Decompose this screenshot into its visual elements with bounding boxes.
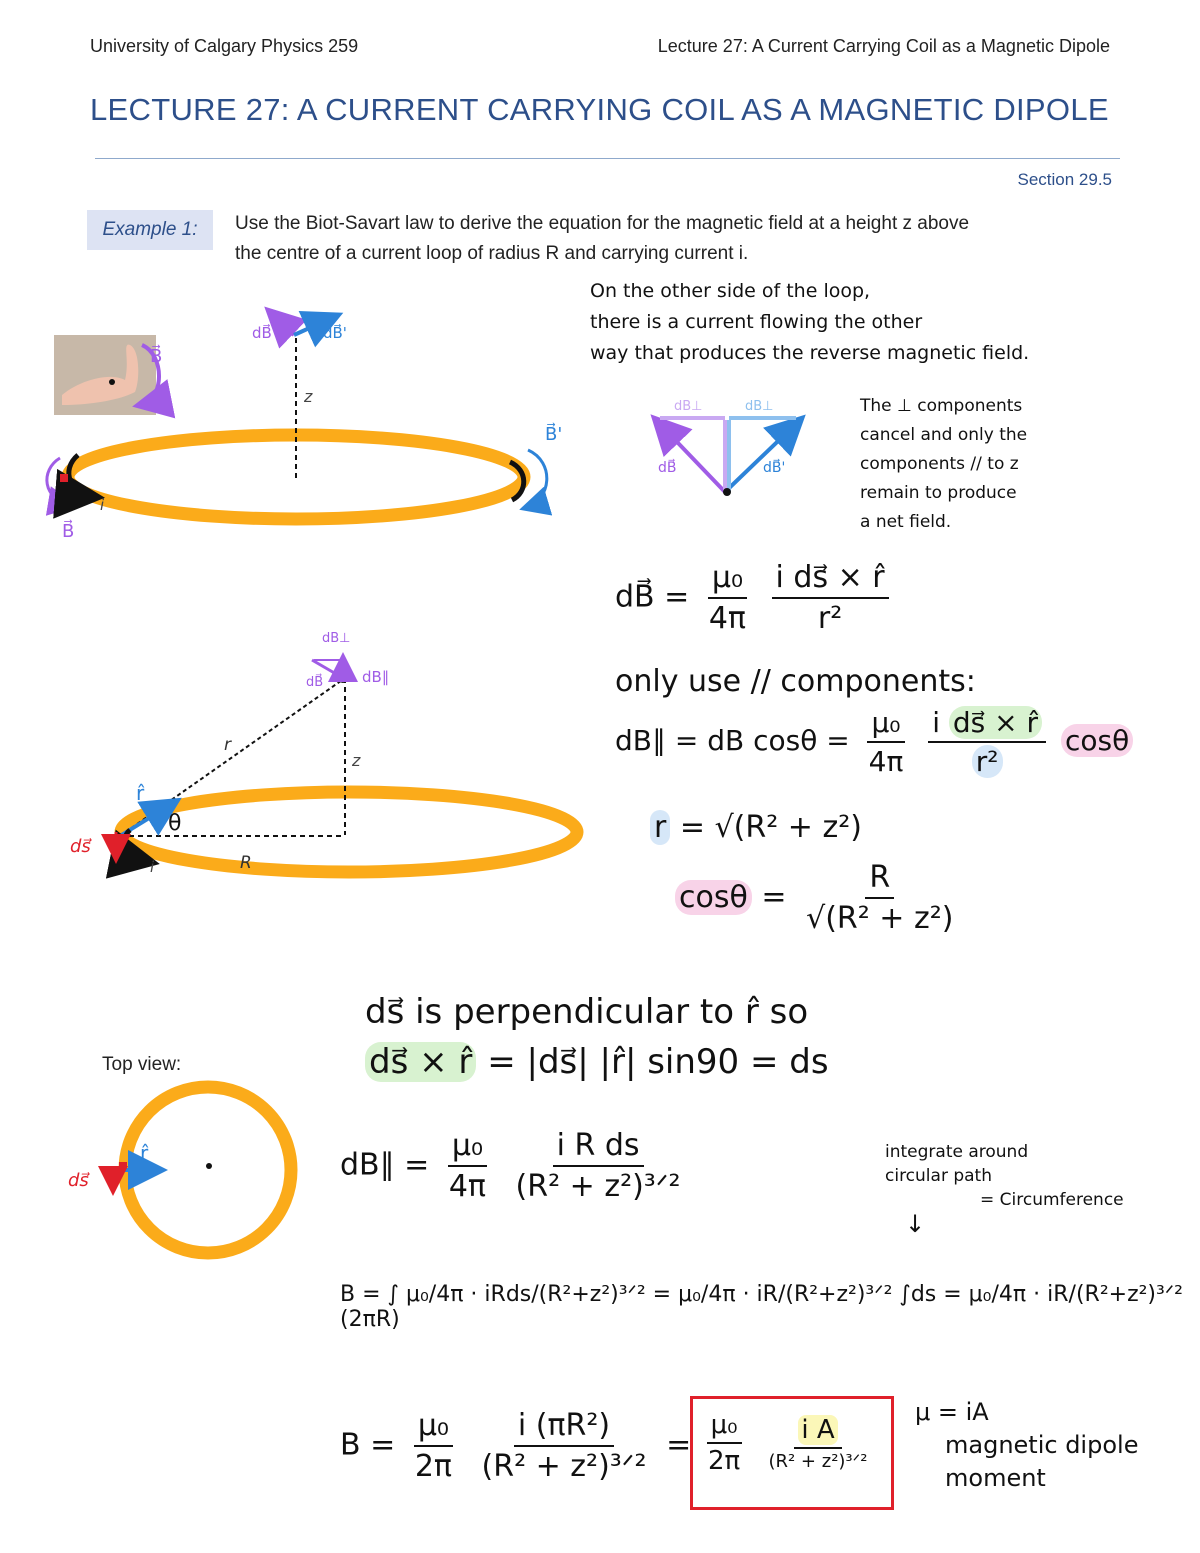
z-label-2: z: [352, 751, 361, 770]
dB-label: dB⃗: [252, 324, 272, 342]
photo-B-label: B⃗: [150, 346, 163, 367]
loop-diagram-2: [70, 631, 577, 876]
i-label-2: i: [150, 858, 155, 876]
eq-B-final: B = $\frac{\text{μ₀}}{2\pi}$ $\frac{\text{i (πR²)}}{\text{(R² + z²)³ᐟ²}}$ =: [340, 1408, 692, 1484]
top-view-ds-label: ds⃗: [68, 1170, 89, 1191]
triangle-dB-prime-label: dB⃗': [763, 460, 786, 476]
right-hand-rule-photo: [54, 335, 162, 415]
header-lecture: Lecture 27: A Current Carrying Coil as a Magnetic Dipole: [657, 36, 1110, 56]
top-view-rhat-label: r̂: [140, 1141, 149, 1165]
note-cancel: The ⊥ components cancel and only the components // to z remain to produce a net field.: [860, 396, 1028, 532]
example-prompt-line1: Use the Biot-Savart law to derive the equation for the magnetic field at a height z above: [235, 213, 970, 234]
note-other-side: On the other side of the loop, there is a current flowing the other way that produces the reverse magnetic field.: [590, 280, 1030, 364]
r-label: r: [224, 735, 231, 755]
top-view-diagram: [68, 1087, 291, 1253]
current-loop-2: [121, 792, 577, 872]
vector-triangle: [656, 399, 800, 496]
eq-cross-product: ds⃗ × r̂ = |ds⃗| |r̂| sin90 = ds: [365, 1042, 829, 1082]
note-integrate: integrate around circular path = Circumference ↓: [885, 1142, 1124, 1238]
triangle-dB-arrow: [656, 420, 725, 492]
small-dB-perp-label: dB⊥: [322, 631, 351, 646]
eq-biot-savart: dB⃗ = $\frac{\text{μ₀}}{4\pi}$ $\frac{\text{i ds⃗ × r̂}}{\text{r²}}$: [615, 560, 895, 636]
down-arrow-icon: ↓: [905, 1210, 926, 1238]
triangle-dB-prime-arrow: [725, 420, 800, 492]
header-course: University of Calgary Physics 259: [90, 36, 359, 56]
ds-label: ds⃗: [70, 836, 91, 857]
note-only-parallel: only use // components:: [615, 664, 976, 699]
eq-dB-ring: dB∥ = $\frac{\text{μ₀}}{4\pi}$ $\frac{\text{i R ds}}{\text{(R² + z²)³ᐟ²}}$: [340, 1128, 681, 1204]
theta-label: θ: [168, 811, 182, 836]
triangle-dB-perp-label-2: dB⊥: [745, 399, 774, 414]
top-view-label: Top view:: [102, 1054, 182, 1075]
example-label: Example 1:: [87, 210, 213, 250]
eq-cos-theta: cosθ = $\frac{R}{\text{√(R² + z²)}}$: [675, 860, 963, 936]
example-prompt-line2: the centre of a current loop of radius R and carrying current i.: [235, 243, 749, 264]
left-i-label: i: [100, 496, 105, 514]
dB-prime-label: dB⃗': [323, 324, 347, 342]
dB-arrow: [270, 312, 294, 335]
eq-B-integral: B = ∫ μ₀/4π · iRds/(R²+z²)³ᐟ² = μ₀/4π · iR/(R²+z²)³ᐟ² ∫ds = μ₀/4π · iR/(R²+z²)³ᐟ² (2πR): [340, 1282, 1183, 1332]
note-perpendicular: ds⃗ is perpendicular to r̂ so: [365, 992, 809, 1032]
eq-B-boxed: $\frac{\text{μ₀}}{2\pi}$ $\frac{\text{i A}}{\text{(R² + z²)³ᐟ²}}$: [708, 1410, 868, 1476]
note-dipole-moment: μ = iA magnetic dipole moment: [915, 1398, 1139, 1492]
z-label: z: [304, 387, 313, 406]
left-B-label: B⃗: [62, 521, 75, 542]
section-reference: Section 29.5: [1017, 170, 1112, 189]
page-title: LECTURE 27: A CURRENT CARRYING COIL AS A MAGNETIC DIPOLE: [90, 92, 1109, 127]
R-label: R: [240, 853, 252, 873]
left-ds-marker: [60, 474, 68, 482]
rhat-label: r̂: [136, 781, 145, 805]
triangle-dB-perp-label: dB⊥: [674, 399, 703, 414]
small-dB-par-label: dB∥: [362, 668, 390, 686]
right-B-label: B⃗': [545, 424, 563, 445]
eq-r: r = √(R² + z²): [650, 810, 862, 845]
triangle-dB-label: dB⃗: [658, 460, 677, 476]
small-dB-label: dB⃗: [306, 675, 324, 690]
eq-dB-parallel: dB∥ = dB cosθ = $\frac{\text{μ₀}}{4\pi}$ $\frac{\text{i ds⃗ × r̂}}{\text{r²}}$ cosθ: [615, 706, 1133, 778]
